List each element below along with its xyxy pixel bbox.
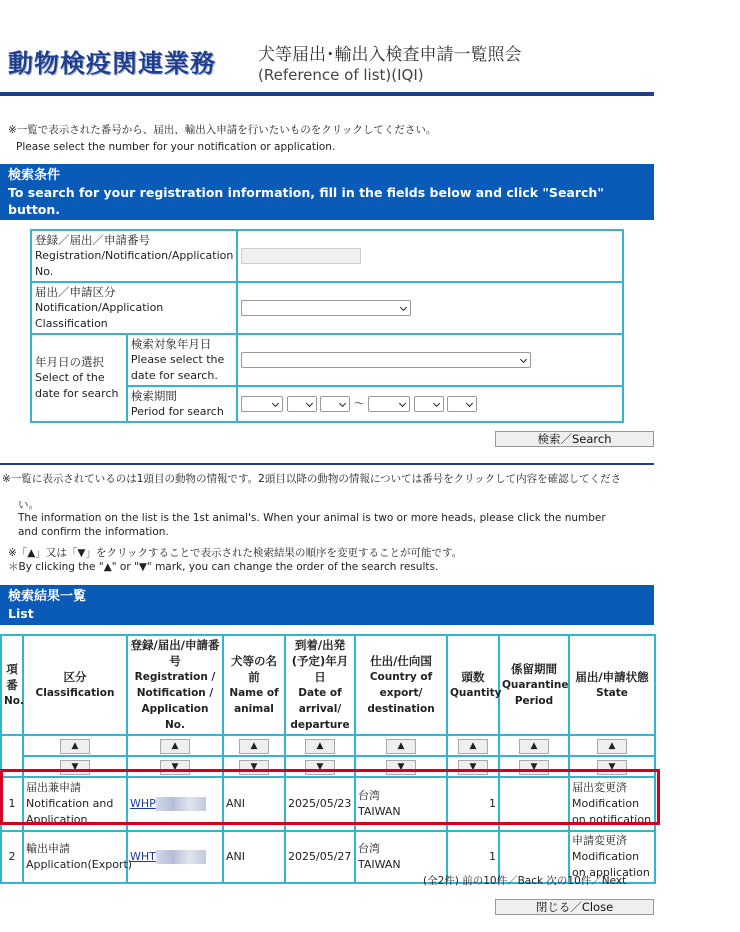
list-note-2-en: ＊By clicking the "▲" or "▼" mark, you can change the order of the search results. <box>8 561 439 573</box>
date-select-label-ja: 年月日の選択 <box>35 355 104 369</box>
classification-select[interactable] <box>241 300 411 316</box>
page-subtitle-ja: 犬等届出･輸出入検査申請一覧照会 <box>258 45 522 65</box>
sort-down-classification[interactable]: ▼ <box>23 756 127 777</box>
section-divider <box>0 463 654 465</box>
period-from-month-select[interactable] <box>287 396 317 412</box>
table-row <box>1 777 655 831</box>
list-note-1-ja <box>2 472 657 486</box>
sort-up-country[interactable]: ▲ <box>355 735 447 756</box>
classification-label-en: Notification/Application Classification <box>35 301 164 330</box>
row-state: 申請変更済 Modification on application <box>569 831 655 883</box>
search-form <box>30 229 624 423</box>
row-date: 2025/05/23 <box>285 777 355 831</box>
col-header-state: 届出/申請状態 State <box>569 635 655 735</box>
list-note-1-en: The information on the list is the 1st animal's. When your animal is two or more heads, please click the number and confirm the information. <box>18 512 606 538</box>
list-section-header <box>0 585 654 625</box>
page-subtitle-en: (Reference of list)(IQI) <box>258 66 424 84</box>
sort-up-quantity[interactable]: ▲ <box>447 735 499 756</box>
period-label-ja: 検索期間 <box>130 389 177 403</box>
list-note-2-ja: ※「▲」又は「▼」をクリックすることで表示された検索結果の順序を変更することが可能です。 <box>8 547 463 559</box>
sort-down-quantity[interactable]: ▼ <box>447 756 499 777</box>
target-date-cell <box>237 334 623 386</box>
target-date-label-en: Please select the date for search. <box>130 353 225 382</box>
col-header-date: 到着/出発(予定)年月日 Date of arrival/ departure <box>285 635 355 735</box>
classification-label-ja: 届出／申請区分 <box>35 285 116 299</box>
list-note-1-ja-cont: い。 <box>18 499 39 511</box>
pagination-next[interactable]: 次の10件／Next <box>546 875 627 887</box>
list-section-title: 検索結果一覧 <box>8 589 87 604</box>
row-country: 台湾 TAIWAN <box>355 777 447 831</box>
search-section-title: 検索条件 <box>8 168 61 183</box>
sort-up-date[interactable]: ▲ <box>285 735 355 756</box>
sort-down-country[interactable]: ▼ <box>355 756 447 777</box>
reg-number-label-ja: 登録／届出／申請番号 <box>35 233 150 247</box>
intro-note-ja: ※一覧で表示された番号から、届出、輸出入申請を行いたいものをクリックしてください。 <box>8 124 437 136</box>
col-header-reg-number: 登録/届出/申請番号 Registration / Notification / Application No. <box>127 635 223 735</box>
col-header-animal-name: 犬等の名前 Name of animal <box>223 635 285 735</box>
row-reg-number <box>127 831 223 883</box>
close-button[interactable]: 閉じる／Close <box>495 899 654 915</box>
row-no: 1 <box>1 777 23 831</box>
sort-up-state[interactable]: ▲ <box>569 735 655 756</box>
reg-number-input[interactable] <box>241 248 361 264</box>
period-from-day-select[interactable] <box>320 396 350 412</box>
sort-down-state[interactable]: ▼ <box>569 756 655 777</box>
col-header-no: 項番 No. <box>1 635 23 735</box>
date-select-label-en: Select of the date for search <box>35 371 119 400</box>
row-animal-name: ANI <box>223 831 285 883</box>
row-state: 届出変更済 Modification on notification <box>569 777 655 831</box>
period-from-year-select[interactable] <box>241 396 283 412</box>
col-header-quarantine: 係留期間 Quarantine Period <box>499 635 569 735</box>
target-date-select[interactable] <box>241 352 531 368</box>
period-to-month-select[interactable] <box>414 396 444 412</box>
period-label-en: Period for search <box>130 405 224 418</box>
sort-up-classification[interactable]: ▲ <box>23 735 127 756</box>
reg-number-label <box>31 230 237 282</box>
period-separator: 〜 <box>353 397 365 410</box>
search-button[interactable]: 検索／Search <box>495 431 654 447</box>
reg-number-link[interactable]: WHT <box>130 850 156 863</box>
classification-cell <box>237 282 623 334</box>
intro-note-en: Please select the number for your notification or application. <box>16 141 336 153</box>
target-date-label-ja: 検索対象年月日 <box>130 337 212 351</box>
period-label <box>127 386 237 422</box>
sort-cell-no <box>1 735 23 777</box>
row-classification: 輸出申請 Application(Export) <box>23 831 127 883</box>
brand-logo-text: 動物検疫関連業務 <box>8 49 217 78</box>
row-quarantine <box>499 777 569 831</box>
period-to-day-select[interactable] <box>447 396 477 412</box>
row-date: 2025/05/27 <box>285 831 355 883</box>
row-country: 台湾 TAIWAN <box>355 831 447 883</box>
period-to-year-select[interactable] <box>368 396 410 412</box>
pagination-total: (全2件) <box>423 875 459 887</box>
sort-down-reg-number[interactable]: ▼ <box>127 756 223 777</box>
col-header-classification: 区分 Classification <box>23 635 127 735</box>
results-table <box>0 634 656 884</box>
redacted-number <box>156 797 206 811</box>
sort-down-animal-name[interactable]: ▼ <box>223 756 285 777</box>
target-date-label <box>127 334 237 386</box>
reg-number-label-en: Registration/Notification/Application No. <box>35 249 234 278</box>
period-cell <box>237 386 623 422</box>
row-classification: 届出兼申請 Notification and Application <box>23 777 127 831</box>
col-header-quantity: 頭数 Quantity <box>447 635 499 735</box>
reg-number-link[interactable]: WHP <box>130 797 156 810</box>
sort-up-quarantine[interactable]: ▲ <box>499 735 569 756</box>
search-section-header <box>0 164 654 220</box>
row-quantity: 1 <box>447 777 499 831</box>
sort-up-reg-number[interactable]: ▲ <box>127 735 223 756</box>
row-reg-number <box>127 777 223 831</box>
pagination <box>423 874 626 888</box>
date-select-label <box>31 334 127 422</box>
sort-down-quarantine[interactable]: ▼ <box>499 756 569 777</box>
row-no: 2 <box>1 831 23 883</box>
redacted-number <box>156 850 206 864</box>
row-quantity: 1 <box>447 831 499 883</box>
list-note-1-ja-text: ※一覧に表示されているのは1頭目の動物の情報です。2頭目以降の動物の情報については番号をクリックして内容を確認してくださ <box>2 473 622 485</box>
reg-number-cell <box>237 230 623 282</box>
col-header-country: 仕出/仕向国 Country of export/ destination <box>355 635 447 735</box>
search-section-instruction: To search for your registration information, fill in the fields below and click "Search" button. <box>8 185 604 217</box>
sort-up-animal-name[interactable]: ▲ <box>223 735 285 756</box>
row-animal-name: ANI <box>223 777 285 831</box>
header-divider <box>0 92 654 96</box>
sort-down-date[interactable]: ▼ <box>285 756 355 777</box>
pagination-prev[interactable]: 前の10件／Back <box>462 875 544 887</box>
classification-label <box>31 282 237 334</box>
list-section-subtitle: List <box>8 606 34 621</box>
